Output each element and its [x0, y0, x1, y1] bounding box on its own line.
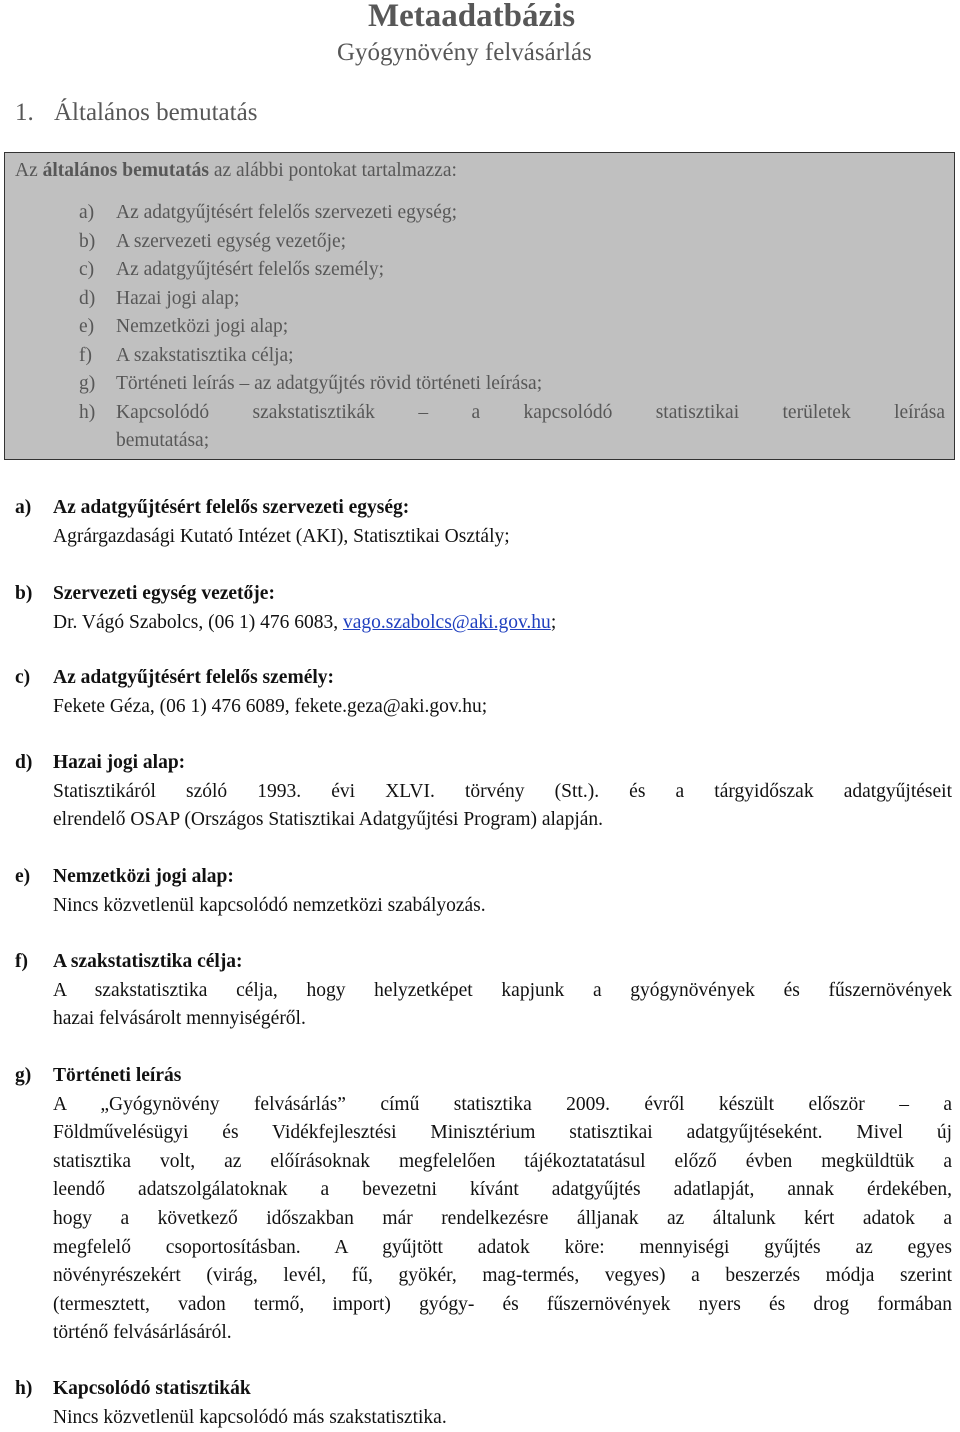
detail-item-f [15, 948, 952, 1034]
outline-item [79, 199, 945, 228]
detail-body-line: megfelelő csoportosításban. A gyűjtött adatok köre: mennyiségi gyűjtés az egyes [53, 1236, 952, 1258]
outline-intro-bold: általános bemutatás [42, 160, 209, 181]
outline-item-text: Kapcsolódó szakstatisztikák – a kapcsolódó statisztikai területek leírása [116, 401, 945, 423]
detail-body-line: leendő adatszolgálatoknak a bevezetni kívánt adatgyűjtés adatlapját, annak érdekében, [53, 1179, 952, 1201]
detail-body-line: A szakstatisztika célja, hogy helyzetképet kapjunk a gyógynövények és fűszernövények [53, 979, 952, 1001]
detail-body-line: (termesztett, vadon termő, import) gyógy- és fűszernövények nyers és drog formában [53, 1293, 952, 1315]
detail-item-g [15, 1062, 952, 1348]
detail-item-b [15, 580, 952, 637]
outline-item-letter: d) [79, 287, 96, 309]
detail-letter: h) [15, 1378, 33, 1399]
outline-item-letter: a) [79, 202, 95, 223]
outline-item [79, 285, 945, 314]
outline-item-letter: f) [79, 344, 92, 366]
outline-item-continuation [79, 427, 945, 456]
outline-item-text: Nemzetközi jogi alap; [116, 316, 289, 337]
outline-intro-suffix: az alábbi pontokat tartalmazza: [208, 160, 457, 181]
outline-item [79, 370, 945, 399]
detail-letter: e) [15, 866, 31, 887]
detail-heading: Nemzetközi jogi alap: [53, 866, 234, 887]
outline-item-letter: c) [79, 259, 95, 280]
outline-item-letter: g) [79, 373, 96, 394]
detail-body-line: Földművelésügyi és Vidékfejlesztési Minisztérium statisztikai adatgyűjtéseként. Mivel új [53, 1122, 952, 1144]
detail-item-e [15, 863, 952, 920]
detail-heading: Az adatgyűjtésért felelős személy: [53, 667, 335, 688]
detail-body: Nincs közvetlenül kapcsolódó nemzetközi szabályozás. [53, 894, 486, 916]
detail-letter: c) [15, 667, 31, 688]
outline-item [79, 256, 945, 285]
detail-body-prefix: Dr. Vágó Szabolcs, (06 1) 476 6083, [53, 611, 343, 633]
detail-body-line: történő felvásárlásáról. [53, 1322, 232, 1344]
outline-item-text: Történeti leírás – az adatgyűjtés rövid történeti leírása; [116, 373, 543, 394]
section-number: 1. [15, 99, 34, 126]
outline-item-letter: h) [79, 401, 96, 423]
detail-body-line: elrendelő OSAP (Országos Statisztikai Adatgyűjtési Program) alapján. [53, 809, 604, 831]
outline-item-letter: e) [79, 316, 95, 337]
detail-heading: Szervezeti egység vezetője: [53, 583, 275, 604]
detail-item-h [15, 1375, 952, 1432]
detail-heading: Történeti leírás [53, 1065, 182, 1086]
detail-heading: A szakstatisztika célja: [53, 951, 243, 972]
section-title: Általános bemutatás [54, 99, 258, 126]
document-subtitle: Gyógynövény felvásárlás [337, 39, 592, 66]
outline-item [79, 228, 945, 257]
outline-item-text: Hazai jogi alap; [116, 287, 240, 309]
detail-body [53, 609, 952, 638]
detail-body-line: hogy a következő időszakban már rendelkezésre álljanak az általunk kért adatok a [53, 1207, 952, 1229]
section-heading [15, 97, 257, 129]
outline-box [4, 152, 955, 460]
detail-item-a [15, 494, 952, 551]
history-paragraph [15, 1091, 952, 1348]
detail-item-c [15, 664, 952, 721]
detail-body: Fekete Géza, (06 1) 476 6089, fekete.geza@aki.gov.hu; [53, 695, 488, 717]
outline-item-text: Az adatgyűjtésért felelős személy; [116, 259, 385, 280]
detail-body-line: növényrészekért (virág, levél, fű, gyökér, mag-termés, vegyes) a beszerzés módja szerint [53, 1265, 952, 1287]
detail-body-line: statisztika volt, az előírásoknak megfelelően tájékoztatatásul előző évben megküldtük a [53, 1150, 952, 1172]
outline-item-text: Az adatgyűjtésért felelős szervezeti egység; [116, 202, 458, 223]
detail-heading: Hazai jogi alap: [53, 752, 186, 773]
outline-item [79, 313, 945, 342]
detail-body: Nincs közvetlenül kapcsolódó más szakstatisztika. [53, 1406, 447, 1428]
detail-letter: a) [15, 497, 32, 518]
detail-body-line: A „Gyógynövény felvásárlás” című statisztika 2009. évről készült először – a [53, 1093, 952, 1115]
detail-item-d [15, 749, 952, 835]
outline-item-text-cont: bemutatása; [116, 430, 210, 451]
detail-letter: g) [15, 1065, 32, 1086]
outline-item-text: A szervezeti egység vezetője; [116, 230, 347, 252]
outline-intro-prefix: Az [15, 160, 43, 181]
detail-letter: d) [15, 752, 33, 773]
outline-intro [15, 159, 457, 183]
outline-item [79, 399, 945, 428]
detail-letter: f) [15, 951, 28, 972]
outline-item-text: A szakstatisztika célja; [116, 344, 294, 366]
detail-body-suffix: ; [550, 611, 557, 633]
detail-letter: b) [15, 583, 33, 604]
email-link[interactable]: vago.szabolcs@aki.gov.hu [342, 611, 551, 633]
detail-body-line: Statisztikáról szóló 1993. évi XLVI. törvény (Stt.). és a tárgyidőszak adatgyűjtéseit [53, 780, 952, 802]
detail-body: Agrárgazdasági Kutató Intézet (AKI), Statisztikai Osztály; [53, 525, 510, 547]
outline-item-letter: b) [79, 230, 96, 252]
detail-heading: Kapcsolódó statisztikák [53, 1378, 251, 1399]
document-title: Metaadatbázis [368, 0, 576, 34]
detail-body-line: hazai felvásárolt mennyiségéről. [53, 1008, 306, 1030]
outline-list [79, 199, 945, 456]
outline-item [79, 342, 945, 371]
detail-heading: Az adatgyűjtésért felelős szervezeti egység: [53, 497, 410, 518]
